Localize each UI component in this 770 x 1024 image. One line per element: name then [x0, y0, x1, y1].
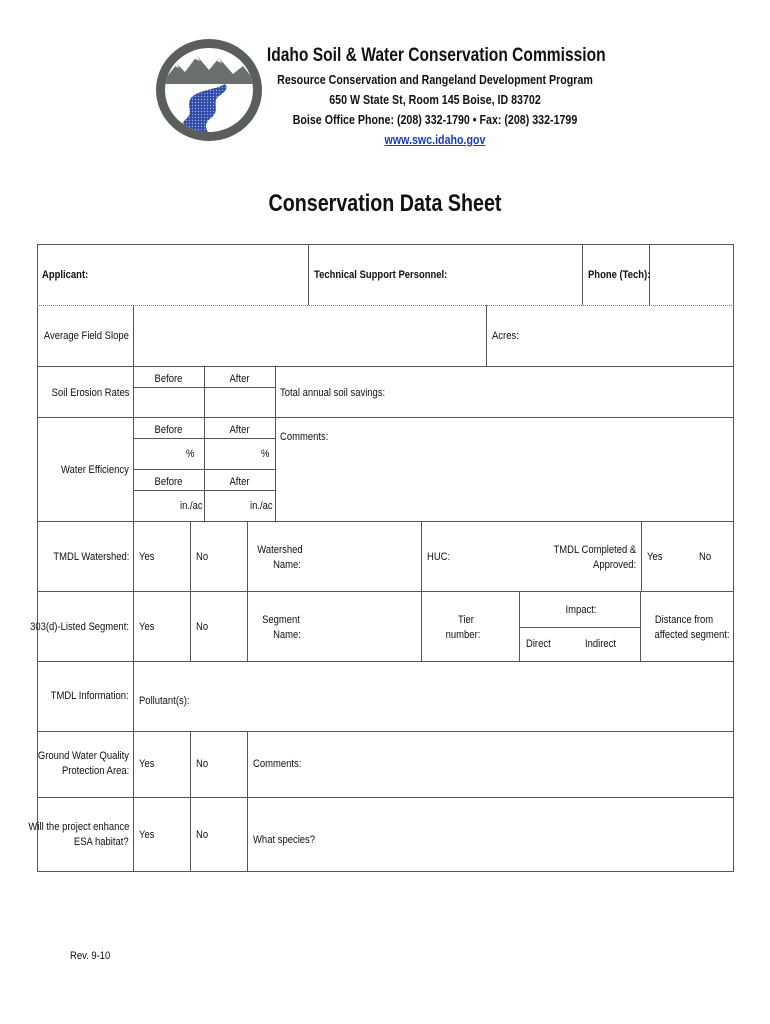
tmdl-information-label: TMDL Information: — [51, 690, 129, 702]
esa-no-option[interactable]: No — [196, 829, 209, 841]
erosion-after-header: After — [229, 373, 250, 385]
tmdl-no-option[interactable]: No — [196, 551, 209, 563]
affected-segment-label: affected segment: — [654, 629, 730, 641]
esa-yes-option[interactable]: Yes — [139, 829, 155, 841]
303d-no-option[interactable]: No — [196, 621, 209, 633]
impact-direct-option[interactable]: Direct — [526, 638, 551, 650]
tier-number-label: Tier — [458, 614, 474, 626]
tmdl-approved-yes[interactable]: Yes — [647, 551, 663, 563]
office-phones: Boise Office Phone: (208) 332-1790 • Fax: (208) 332-1799 — [292, 112, 578, 127]
address: 650 W State St, Room 145 Boise, ID 83702 — [329, 92, 541, 107]
total-soil-savings-field[interactable]: Total annual soil savings: — [280, 387, 386, 399]
water-efficiency-label: Water Efficiency — [61, 464, 129, 476]
water-comments-field[interactable]: Comments: — [280, 431, 329, 443]
pollutants-field[interactable]: Pollutant(s): — [139, 695, 190, 707]
form-title: Conservation Data Sheet — [268, 190, 502, 217]
tmdl-yes-option[interactable]: Yes — [139, 551, 155, 563]
water-before-percent[interactable]: % — [186, 448, 195, 460]
gw-no-option[interactable]: No — [196, 758, 209, 770]
water-before2-header: Before — [154, 476, 183, 488]
segment-name-label: Segment — [262, 614, 300, 626]
distance-from-label: Distance from — [654, 614, 714, 626]
esa-habitat-label-2: ESA habitat? — [74, 836, 129, 848]
revision-label: Rev. 9-10 — [70, 950, 111, 962]
applicant-field[interactable]: Applicant: — [42, 269, 89, 281]
303d-segment-label: 303(d)-Listed Segment: — [30, 621, 129, 633]
acres-field[interactable]: Acres: — [492, 330, 519, 342]
org-name: Idaho Soil & Water Conservation Commission — [266, 45, 606, 66]
gw-comments-field[interactable]: Comments: — [253, 758, 302, 770]
gw-yes-option[interactable]: Yes — [139, 758, 155, 770]
agency-logo — [155, 38, 263, 142]
tech-support-field[interactable]: Technical Support Personnel: — [314, 269, 448, 281]
huc-field[interactable]: HUC: — [427, 551, 451, 563]
tmdl-approved-no[interactable]: No — [699, 551, 712, 563]
water-after-header: After — [229, 424, 250, 436]
tmdl-approved-label: Approved: — [592, 559, 636, 571]
website-link[interactable]: www.swc.idaho.gov — [384, 132, 486, 147]
ground-water-label: Ground Water Quality — [37, 750, 129, 762]
water-after2-header: After — [229, 476, 250, 488]
water-after-percent[interactable]: % — [261, 448, 270, 460]
esa-habitat-label: Will the project enhance — [28, 821, 129, 833]
impact-indirect-option[interactable]: Indirect — [585, 638, 617, 650]
website-wrapper — [267, 132, 603, 148]
segment-name-label-2: Name: — [273, 629, 301, 641]
what-species-field[interactable]: What species? — [253, 834, 316, 846]
phone-tech-field[interactable]: Phone (Tech): — [588, 269, 651, 281]
impact-label: Impact: — [565, 604, 597, 616]
tmdl-completed-label: TMDL Completed & — [553, 544, 636, 556]
watershed-name-label: Watershed — [257, 544, 303, 556]
water-before-header: Before — [154, 424, 183, 436]
program-name: Resource Conservation and Rangeland Development Program — [277, 72, 593, 87]
tmdl-watershed-label: TMDL Watershed: — [52, 551, 129, 563]
soil-erosion-label: Soil Erosion Rates — [51, 387, 129, 399]
ground-water-label-2: Protection Area: — [61, 765, 129, 777]
erosion-before-header: Before — [154, 373, 183, 385]
tier-number-label-2: number: — [445, 629, 481, 641]
avg-field-slope-label: Average Field Slope — [43, 330, 129, 342]
watershed-name-label-2: Name: — [273, 559, 301, 571]
water-before-inac[interactable]: in./ac — [180, 500, 203, 512]
water-after-inac[interactable]: in./ac — [250, 500, 273, 512]
303d-yes-option[interactable]: Yes — [139, 621, 155, 633]
